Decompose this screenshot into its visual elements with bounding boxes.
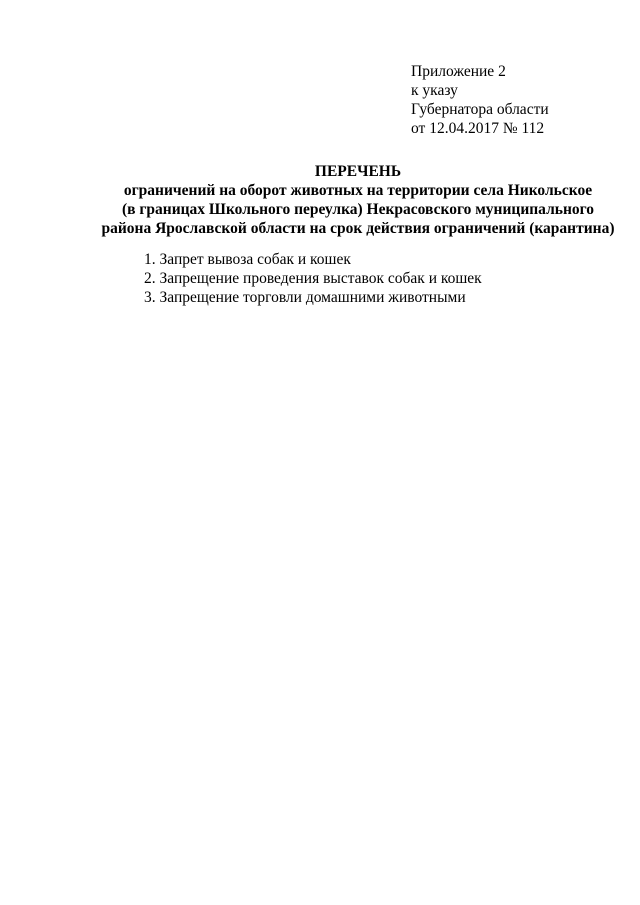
list-item: 2. Запрещение проведения выставок собак и кошек <box>144 270 482 287</box>
list-item: 1. Запрет вывоза собак и кошек <box>144 251 351 268</box>
heading-line-1: ограничений на оборот животных на территории села Никольское <box>123 182 593 199</box>
appendix-date-number: от 12.04.2017 № 112 <box>411 120 545 137</box>
appendix-number: Приложение 2 <box>411 63 506 80</box>
appendix-block <box>411 62 549 138</box>
appendix-issuer: Губернатора области <box>411 101 549 118</box>
restrictions-list <box>144 250 482 307</box>
document-title: ПЕРЕЧЕНЬ <box>314 163 402 180</box>
heading-line-2: (в границах Школьного переулка) Некрасовского муниципального <box>121 201 595 218</box>
heading-line-3: района Ярославской области на срок действия ограничений (карантина) <box>101 220 615 237</box>
appendix-decree-ref: к указу <box>411 82 458 99</box>
list-item: 3. Запрещение торговли домашними животными <box>144 289 466 306</box>
document-heading <box>0 162 640 238</box>
